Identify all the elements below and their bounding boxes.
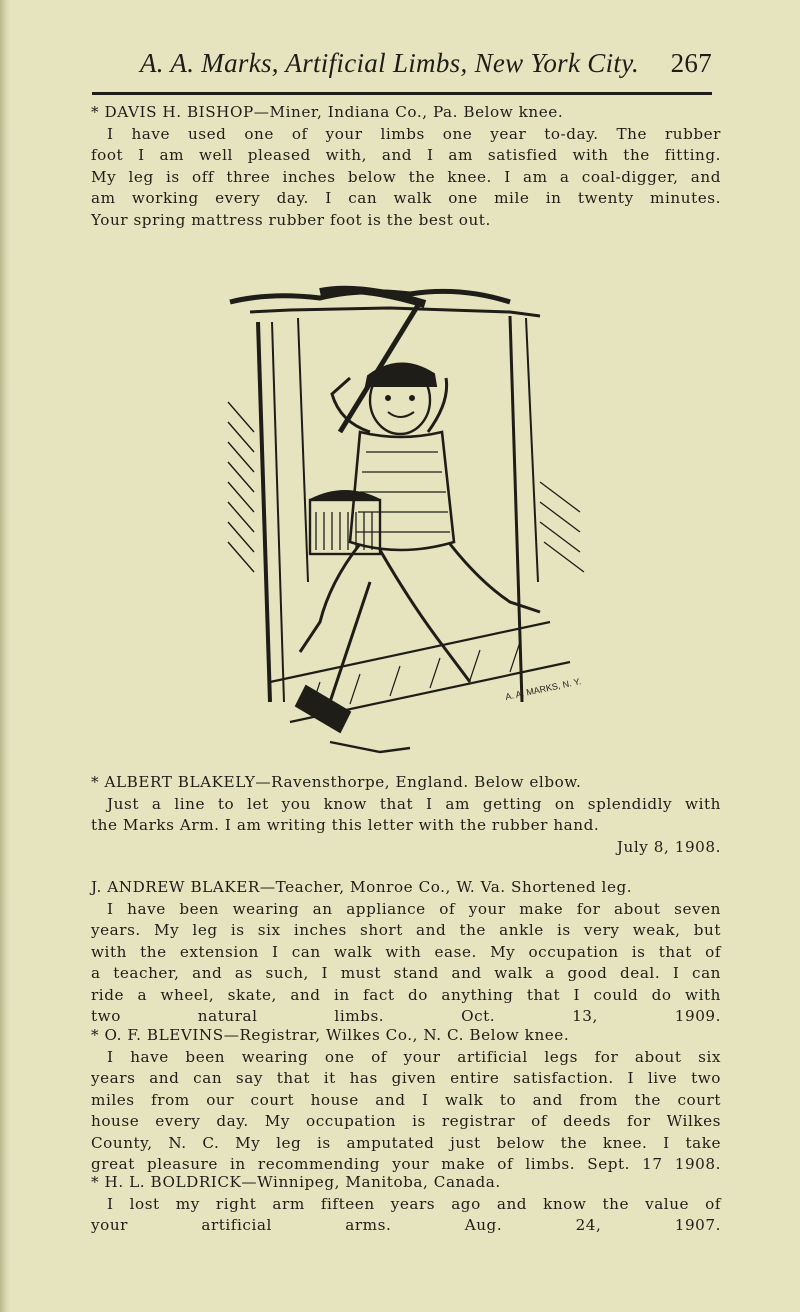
entry-last-text: two natural limbs. — [91, 1007, 385, 1025]
testimonial-entry — [91, 1025, 721, 1176]
entry-line: foot I am well pleased with, and I am satisfied with the fitting. — [91, 146, 721, 164]
entry-line: with the extension I can walk with ease. My occupation is that of — [91, 942, 721, 961]
entry-heading: * O. F. BLEVINS—Registrar, Wilkes Co., N. C. Below knee. — [91, 1026, 570, 1044]
entry-date: Sept. 17 1908. — [587, 1155, 721, 1173]
page-edge — [0, 0, 10, 1312]
testimonial-entry — [91, 772, 721, 858]
entry-line: the Marks Arm. I am writing this letter with the rubber hand. — [91, 816, 600, 834]
entry-heading: * DAVIS H. BISHOP—Miner, Indiana Co., Pa. Below knee. — [91, 103, 564, 121]
illustration-signature: A. A. MARKS, N. Y. — [504, 676, 582, 702]
testimonial-entry — [91, 877, 721, 1028]
testimonial-entry — [91, 102, 721, 231]
entry-last-text: great pleasure in recommending your make of limbs. — [91, 1155, 576, 1173]
entry-line — [91, 1215, 721, 1237]
entry-line: house every day. My occupation is registrar of deeds for Wilkes — [91, 1112, 721, 1130]
entry-line: I have been wearing one of your artificial legs for about six — [107, 1047, 721, 1066]
entry-date: Oct. 13, 1909. — [461, 1007, 721, 1025]
header-rule — [92, 92, 712, 95]
entry-date: Aug. 24, 1907. — [464, 1216, 721, 1234]
testimonial-entry — [91, 1172, 721, 1237]
entry-line: years. My leg is six inches short and the ankle is very weak, but — [91, 921, 721, 939]
entry-line: Your spring mattress rubber foot is the best out. — [91, 210, 491, 229]
entry-line: I lost my right arm fifteen years ago and know the value of — [107, 1194, 721, 1213]
page-number: 267 — [670, 48, 712, 78]
entry-line: ride a wheel, skate, and in fact do anything that I could do with — [91, 985, 721, 1004]
entry-line: years and can say that it has given entire satisfaction. I live two — [91, 1069, 721, 1087]
entry-line: Just a line to let you know that I am getting on splendidly with — [107, 794, 721, 813]
entry-line: County, N. C. My leg is amputated just below the knee. I take — [91, 1133, 721, 1152]
entry-last-text: your artificial arms. — [91, 1216, 392, 1234]
entry-line: I have used one of your limbs one year to-day. The rubber — [107, 124, 721, 143]
running-title: A. A. Marks, Artificial Limbs, New York City. — [140, 48, 640, 78]
entry-line: I have been wearing an appliance of your make for about seven — [107, 899, 721, 918]
entry-heading: * H. L. BOLDRICK—Winnipeg, Manitoba, Canada. — [91, 1173, 501, 1191]
entry-heading: * ALBERT BLAKELY—Ravensthorpe, England. Below elbow. — [91, 773, 582, 791]
entry-line: a teacher, and as such, I must stand and walk a good deal. I can — [91, 964, 721, 982]
coal-miner-illustration — [210, 282, 620, 764]
entry-line: am working every day. I can walk one mile in twenty minutes. — [91, 189, 721, 207]
entry-line: miles from our court house and I walk to and from the court — [91, 1090, 721, 1109]
entry-line: My leg is off three inches below the knee. I am a coal-digger, and — [91, 167, 721, 186]
entry-date: July 8, 1908. — [616, 837, 721, 856]
entry-heading: J. ANDREW BLAKER—Teacher, Monroe Co., W. Va. Shortened leg. — [91, 878, 633, 896]
running-header — [140, 48, 712, 88]
